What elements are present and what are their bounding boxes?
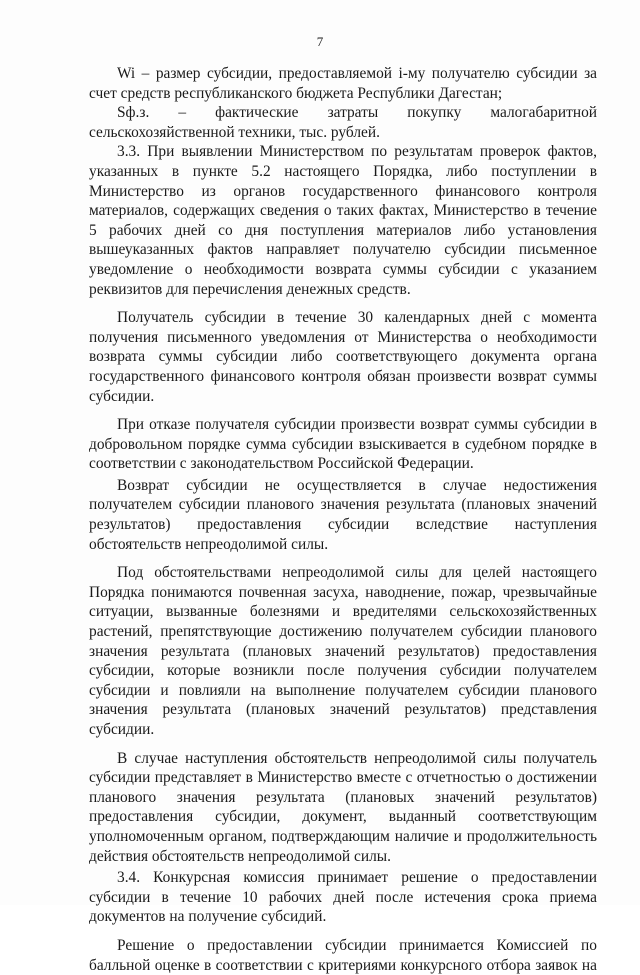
paragraph-decision: Решение о предоставлении субсидии принимается Комиссией по балльной оценке в соответствии с критериями конкурсного отбора заявок на <box>89 936 597 974</box>
paragraph-force-majeure: Под обстоятельствами непреодолимой силы для целей настоящего Порядка понимаются почвенная засуха, наводнение, пожар, чрезвычайные ситуации, вызванные болезнями и вредителями сельскохозяйственных растений, препятствующие достижению получателем субсидии планового значения результата (плановых значений результатов) предоставления субсидии, которые возникли после получения субсидии получателем субсидии и повлияли на выполнение получателем субсидии планового значения результата (плановых значений результатов) представления субсидии. <box>89 564 597 738</box>
paragraph-return-deadline: Получатель субсидии в течение 30 календарных дней с момента получения письменного уведомления от Министерства о необходимости возврата суммы субсидии либо соответствующего документа органа государственного финансового контроля обязан произвести возврат суммы субсидии. <box>89 309 597 405</box>
paragraph-3-4: 3.4. Конкурсная комиссия принимает решение о предоставлении субсидии в течение 10 рабочих дней после истечения срока приема документов на получение субсидий. <box>89 869 597 926</box>
page-number: 7 <box>316 34 324 49</box>
paragraph-force-majeure-docs: В случае наступления обстоятельств непреодолимой силы получатель субсидии представляет в Министерство вместе с отчетностью о достижении планового значения результата (плановых значений результатов) предоставления субсидии, документ, выданный соответствующим уполномоченным органом, подтверждающим наличие и продолжительность действия обстоятельств непреодолимой силы. <box>89 749 597 865</box>
paragraph-refusal: При отказе получателя субсидии произвести возврат суммы субсидии в добровольном порядке сумма субсидии взыскивается в судебном порядке в соответствии с законодательством Российской Федерации. <box>89 416 597 473</box>
paragraph-no-return: Возврат субсидии не осуществляется в случае недостижения получателем субсидии планового значения результата (плановых значений результатов) предоставления субсидии вследствие наступления обстоятельств непреодолимой силы. <box>89 476 597 553</box>
paragraph-wi-definition: Wi – размер субсидии, предоставляемой i-му получателю субсидии за счет средств республиканского бюджета Республики Дагестан; <box>89 65 597 102</box>
paragraph-sfz-definition: Sф.з. – фактические затраты покупку малогабаритной сельскохозяйственной техники, тыс. рублей. <box>89 104 597 141</box>
document-body <box>89 64 597 975</box>
paragraph-3-3: 3.3. При выявлении Министерством по результатам проверок фактов, указанных в пункте 5.2 настоящего Порядка, либо поступлении в Министерство из органов государственного финансового контроля материалов, содержащих сведения о таких фактах, Министерство в течение 5 рабочих дней со дня поступления материалов либо установления вышеуказанных фактов направляет получателю субсидии письменное уведомление о необходимости возврата суммы субсидии с указанием реквизитов для перечисления денежных средств. <box>89 143 597 298</box>
